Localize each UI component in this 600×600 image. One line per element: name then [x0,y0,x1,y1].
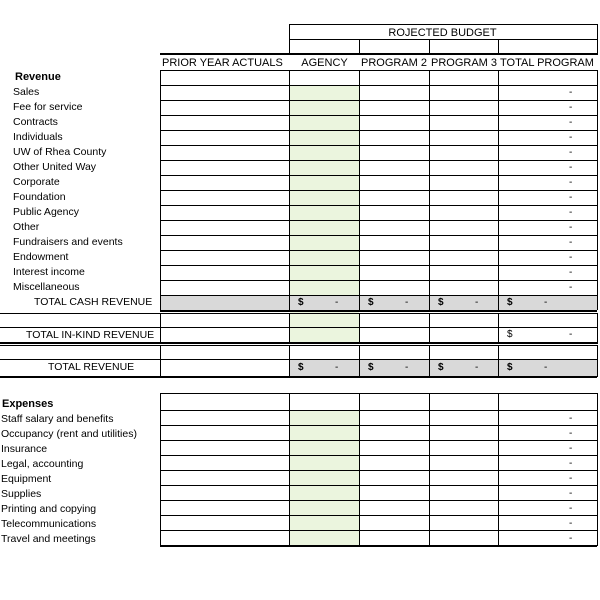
revenue-item-label: Endowment [13,251,69,263]
total-cash-dash-2: - [475,297,479,308]
revenue-col-line-0 [160,70,161,310]
expense-item-label: Equipment [1,473,52,485]
expense-col-line-2 [359,393,360,546]
revenue-row-line [160,85,597,86]
revenue-item-label: Interest income [13,266,85,278]
expense-row-line [160,545,597,547]
revenue-item-total-dash: - [569,102,573,113]
inkind-total-dash: - [569,329,573,340]
inkind-row-line-0 [0,313,597,314]
total-revenue-dash-3: - [544,362,548,373]
col-header-program-3: PROGRAM 3 [431,57,498,69]
total-revenue-dash-1: - [405,362,409,373]
expense-item-label: Supplies [1,488,42,500]
revenue-item-label: Foundation [13,191,66,203]
expense-item-total-dash: - [569,428,573,439]
expense-row-line [160,485,597,486]
total-cash-revenue-row-fill [160,295,597,310]
revenue-item-total-dash: - [569,237,573,248]
expense-item-label: Printing and copying [1,503,97,515]
inkind-col-line-4 [498,313,499,344]
revenue-row-line [160,205,597,206]
revenue-row-line [160,175,597,176]
expense-item-label: Staff salary and benefits [1,413,114,425]
revenue-item-total-dash: - [569,267,573,278]
inkind-col-line-3 [429,313,430,344]
header-col-divider-1 [429,39,430,55]
total-cash-revenue-label: TOTAL CASH REVENUE [34,296,153,308]
agency-column-expenses-fill [290,410,359,546]
expense-col-line-0 [160,393,161,546]
header-colhdr-top-border [160,53,597,55]
revenue-item-total-dash: - [569,192,573,203]
expense-row-line [160,530,597,531]
revenue-item-total-dash: - [569,252,573,263]
revenue-col-line-5 [597,70,598,310]
revenue-item-label: Miscellaneous [13,281,80,293]
expense-row-line [160,470,597,471]
revenue-row-line [160,190,597,191]
projected-budget-header: ROJECTED BUDGET [388,27,497,39]
revenue-item-label: Corporate [13,176,60,188]
expense-item-total-dash: - [569,518,573,529]
expense-item-label: Legal, accounting [1,458,84,470]
revenue-item-total-dash: - [569,222,573,233]
header-top-border [289,24,597,25]
revenue-item-label: Contracts [13,116,58,128]
revenue-item-total-dash: - [569,117,573,128]
total-cash-dollar-3: $ [507,297,513,308]
expense-item-label: Occupancy (rent and utilities) [1,428,137,440]
header-col-divider-2 [498,39,499,55]
expense-item-total-dash: - [569,488,573,499]
total-cash-dollar-1: $ [368,297,374,308]
revenue-row-line [160,295,597,296]
expense-item-total-dash: - [569,443,573,454]
inkind-col-line-0 [160,313,161,344]
revenue-item-total-dash: - [569,282,573,293]
revenue-item-total-dash: - [569,162,573,173]
total-revenue-dash-0: - [335,362,339,373]
revenue-col-line-4 [498,70,499,310]
totalrev-col-line-0 [160,345,161,377]
revenue-col-line-3 [429,70,430,310]
revenue-item-label: Sales [13,86,40,98]
revenue-item-total-dash: - [569,87,573,98]
expense-item-total-dash: - [569,473,573,484]
expenses-top-line [160,393,597,394]
total-cash-dash-0: - [335,297,339,308]
revenue-item-label: Fee for service [13,101,83,113]
col-header-prior-year-actuals: PRIOR YEAR ACTUALS [162,57,283,69]
expense-col-line-5 [597,393,598,546]
inkind-col-line-1 [289,313,290,344]
expense-row-line [160,455,597,456]
revenue-item-label: Other [13,221,40,233]
expense-item-label: Telecommunications [1,518,97,530]
revenue-item-label: Individuals [13,131,63,143]
expense-row-line [160,515,597,516]
total-revenue-label: TOTAL REVENUE [48,361,135,373]
inkind-row-line-2 [0,342,597,344]
revenue-row-line [160,220,597,221]
revenue-item-label: UW of Rhea County [13,146,107,158]
header-mid-border [289,39,597,40]
revenue-row-line [160,115,597,116]
totalrev-col-line-4 [498,345,499,377]
total-revenue-dollar-2: $ [438,362,444,373]
expense-item-total-dash: - [569,458,573,469]
expense-row-line [160,440,597,441]
expense-col-line-1 [289,393,290,546]
totalrev-col-line-3 [429,345,430,377]
totalrev-row-line-1 [0,359,597,360]
revenue-row-line [160,250,597,251]
revenue-col-line-1 [289,70,290,310]
totalrev-row-line-2 [0,376,597,378]
revenue-item-total-dash: - [569,132,573,143]
total-cash-dash-3: - [544,297,548,308]
inkind-total-dollar: $ [507,329,513,340]
revenue-row-line [160,160,597,161]
expenses-heading: Expenses [2,398,54,410]
header-colhdr-bottom-border [160,70,597,71]
total-revenue-dash-2: - [475,362,479,373]
expense-row-line [160,425,597,426]
header-col-divider-0 [359,39,360,55]
total-cash-dollar-0: $ [298,297,304,308]
revenue-item-label: Other United Way [13,161,97,173]
expense-col-line-4 [498,393,499,546]
total-cash-dollar-2: $ [438,297,444,308]
expense-item-label: Travel and meetings [1,533,96,545]
col-header-total-program: TOTAL PROGRAM [500,57,594,69]
expense-item-total-dash: - [569,533,573,544]
expense-row-line [160,500,597,501]
totalrev-col-line-2 [359,345,360,377]
revenue-item-label: Fundraisers and events [13,236,123,248]
total-cash-dash-1: - [405,297,409,308]
revenue-row-line [160,145,597,146]
total-revenue-dollar-0: $ [298,362,304,373]
revenue-heading: Revenue [15,71,61,83]
revenue-item-total-dash: - [569,177,573,188]
revenue-row-line [160,100,597,101]
inkind-col-line-2 [359,313,360,344]
totalrev-col-line-1 [289,345,290,377]
revenue-col-line-2 [359,70,360,310]
header-right-border [597,24,598,55]
inkind-col-line-5 [597,313,598,344]
revenue-item-label: Public Agency [13,206,79,218]
totalrev-row-line-0 [0,345,597,346]
revenue-item-total-dash: - [569,147,573,158]
revenue-row-line [160,235,597,236]
revenue-row-line [160,265,597,266]
revenue-row-line [160,280,597,281]
expense-item-label: Insurance [1,443,48,455]
revenue-item-total-dash: - [569,207,573,218]
total-revenue-dollar-3: $ [507,362,513,373]
col-header-program-2: PROGRAM 2 [361,57,428,69]
col-header-agency: AGENCY [301,57,348,69]
header-left-border [289,24,290,55]
revenue-total-bottom [160,310,597,312]
revenue-row-line [160,130,597,131]
total-revenue-dollar-1: $ [368,362,374,373]
total-in-kind-revenue-label: TOTAL IN-KIND REVENUE [26,329,155,341]
expense-row-line [160,410,597,411]
expense-item-total-dash: - [569,503,573,514]
totalrev-col-line-5 [597,345,598,377]
expense-item-total-dash: - [569,413,573,424]
expense-col-line-3 [429,393,430,546]
